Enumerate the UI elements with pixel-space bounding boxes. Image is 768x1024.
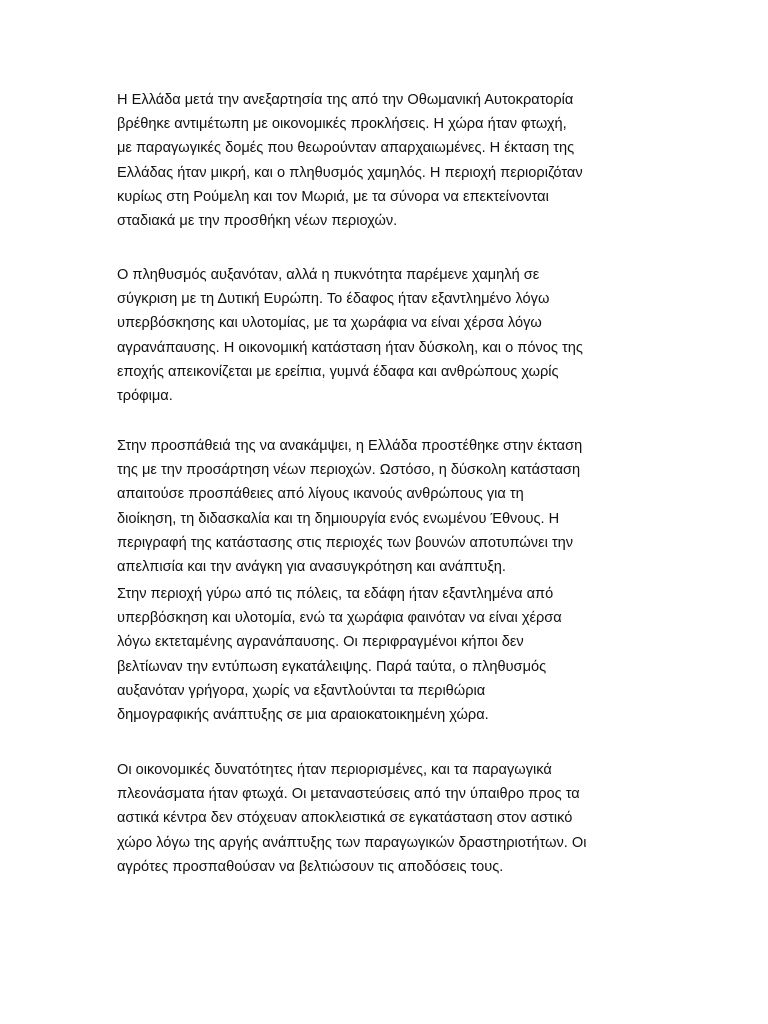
text-line: διοίκηση, τη διδασκαλία και τη δημιουργία ενός ενωμένου Έθνους. Η: [117, 510, 560, 527]
text-line: απελπισία και την ανάγκη για ανασυγκρότηση και ανάπτυξη.: [117, 559, 506, 576]
text-line: αστικά κέντρα δεν στόχευαν αποκλειστικά σε εγκατάσταση στον αστικό: [117, 810, 573, 827]
text-line: Ο πληθυσμός αυξανόταν, αλλά η πυκνότητα παρέμενε χαμηλή σε: [117, 267, 540, 283]
text-line: Η Ελλάδα μετά την ανεξαρτησία της από την Οθωμανική Αυτοκρατορία: [117, 92, 574, 108]
paragraph-recovery-efforts: [117, 434, 657, 579]
text-line: χώρο λόγω της αργής ανάπτυξης των παραγωγικών δραστηριοτήτων. Οι: [117, 834, 587, 851]
text-line: βρέθηκε αντιμέτωπη με οικονομικές προκλήσεις. Η χώρα ήταν φτωχή,: [117, 116, 567, 133]
text-line: δημογραφικής ανάπτυξης σε μια αραιοκατοικημένη χώρα.: [117, 707, 489, 724]
text-line: υπερβόσκηση και υλοτομία, ενώ τα χωράφια φαινόταν να είναι χέρσα: [117, 610, 562, 627]
text-line: Στην προσπάθειά της να ανακάμψει, η Ελλάδα προστέθηκε στην έκταση: [117, 438, 583, 454]
text-line: αυξανόταν γρήγορα, χωρίς να εξαντλούνται τα περιθώρια: [117, 682, 486, 699]
text-line: Οι οικονομικές δυνατότητες ήταν περιορισμένες, και τα παραγωγικά: [117, 762, 552, 778]
paragraph-economic-capacity: [117, 758, 657, 879]
text-line: περιγραφή της κατάστασης στις περιοχές των βουνών αποτυπώνει την: [117, 534, 574, 551]
text-line: λόγω εκτεταμένης αγρανάπαυσης. Οι περιφραγμένοι κήποι δεν: [117, 634, 524, 651]
text-line: υπερβόσκησης και υλοτομίας, με τα χωράφια να είναι χέρσα λόγω: [117, 315, 542, 332]
text-line: με παραγωγικές δομές που θεωρούνταν απαρχαιωμένες. Η έκταση της: [117, 140, 575, 157]
text-line: κυρίως στη Ρούμελη και τον Μωριά, με τα σύνορα να επεκτείνονται: [117, 188, 549, 205]
text-line: απαιτούσε προσπάθειες από λίγους ικανούς ανθρώπους για τη: [117, 486, 524, 503]
text-line: σύγκριση με τη Δυτική Ευρώπη. Το έδαφος ήταν εξαντλημένο λόγω: [117, 291, 550, 308]
text-line: Ελλάδας ήταν μικρή, και ο πληθυσμός χαμηλός. Η περιοχή περιοριζόταν: [117, 164, 583, 181]
text-line: βελτίωναν την εντύπωση εγκατάλειψης. Παρά ταύτα, ο πληθυσμός: [117, 658, 547, 675]
paragraph-independence-economy: [117, 88, 657, 233]
paragraph-population-land: [117, 263, 657, 408]
text-line: εποχής απεικονίζεται με ερείπια, γυμνά έδαφα και ανθρώπους χωρίς: [117, 363, 559, 380]
text-line: αγρότες προσπαθούσαν να βελτιώσουν τις αποδόσεις τους.: [117, 858, 504, 875]
text-line: αγρανάπαυσης. Η οικονομική κατάσταση ήταν δύσκολη, και ο πόνος της: [117, 339, 583, 356]
text-line: πλεονάσματα ήταν φτωχά. Οι μεταναστεύσεις από την ύπαιθρο προς τα: [117, 786, 580, 803]
text-line: τρόφιμα.: [117, 388, 173, 405]
paragraph-urban-surroundings: [117, 582, 657, 727]
text-line: Στην περιοχή γύρω από τις πόλεις, τα εδάφη ήταν εξαντλημένα από: [117, 586, 554, 602]
text-line: της με την προσάρτηση νέων περιοχών. Ωστόσο, η δύσκολη κατάσταση: [117, 462, 581, 479]
text-line: σταδιακά με την προσθήκη νέων περιοχών.: [117, 213, 398, 230]
